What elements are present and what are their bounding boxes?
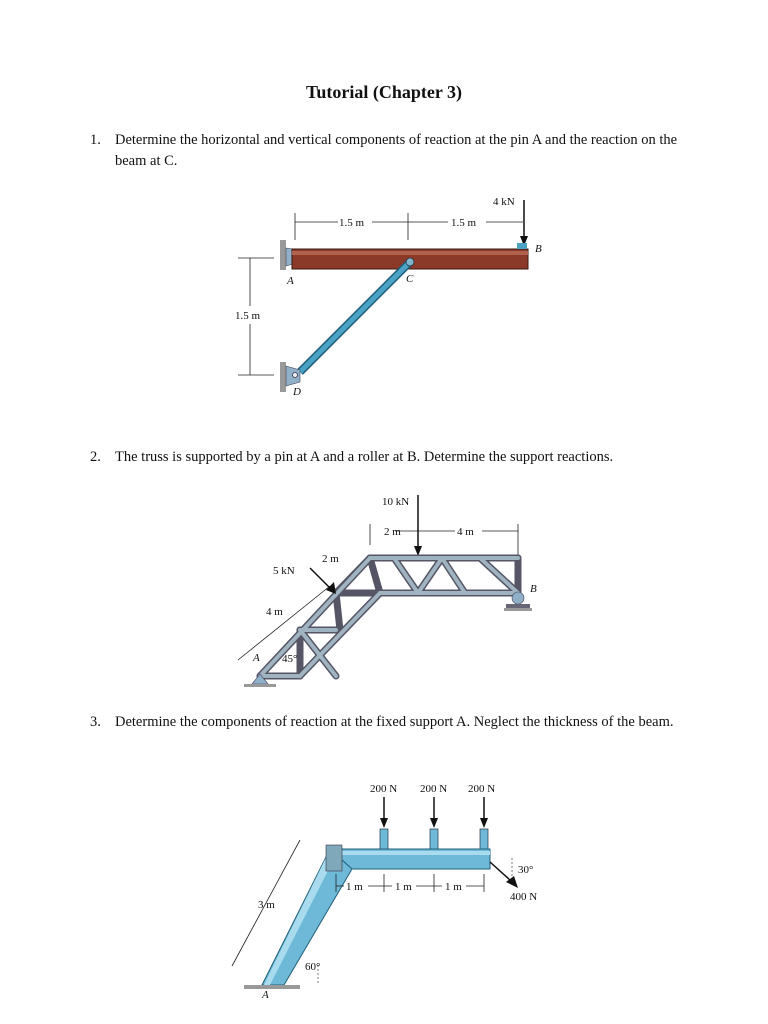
dim-label: 1 m xyxy=(395,881,412,893)
question-text: Determine the components of reaction at the fixed support A. Neglect the thickness of the beam. xyxy=(115,714,674,730)
dim-label: 2 m xyxy=(322,553,339,565)
load-label: 10 kN xyxy=(382,496,410,508)
point-label: A xyxy=(253,652,260,664)
question-number: 1. xyxy=(90,132,101,148)
point-label: A xyxy=(287,275,294,287)
point-label: D xyxy=(293,386,301,398)
dim-label: 1 m xyxy=(346,881,363,893)
dim-label: 1.5 m xyxy=(235,310,261,322)
force-label: 400 N xyxy=(510,891,538,903)
point-label: C xyxy=(406,273,414,285)
load-label: 200 N xyxy=(468,783,496,795)
load-label: 5 kN xyxy=(273,565,295,577)
angle-label: 60° xyxy=(305,961,321,973)
dim-label: 3 m xyxy=(258,899,275,911)
load-label: 200 N xyxy=(420,783,448,795)
question-text: Determine the horizontal and vertical components of reaction at the pin A and the reaction on the beam at C. xyxy=(115,132,678,169)
question-number: 2. xyxy=(90,449,101,465)
page-title: Tutorial (Chapter 3) xyxy=(305,82,462,102)
point-label: B xyxy=(530,583,537,595)
dim-label: 1.5 m xyxy=(339,217,365,229)
dim-label: 4 m xyxy=(266,606,283,618)
load-label: 4 kN xyxy=(493,196,515,208)
point-label: A xyxy=(262,989,269,1001)
dim-label: 4 m xyxy=(457,526,474,538)
question-number: 3. xyxy=(90,714,101,730)
question-text: The truss is supported by a pin at A and a roller at B. Determine the support reactions. xyxy=(115,449,614,465)
dim-label: 2 m xyxy=(384,526,401,538)
point-label: B xyxy=(535,243,542,255)
dim-label: 1 m xyxy=(445,881,462,893)
dim-label: 1.5 m xyxy=(451,217,477,229)
angle-label: 30° xyxy=(518,864,534,876)
angle-label: 45° xyxy=(282,653,298,665)
load-label: 200 N xyxy=(370,783,398,795)
